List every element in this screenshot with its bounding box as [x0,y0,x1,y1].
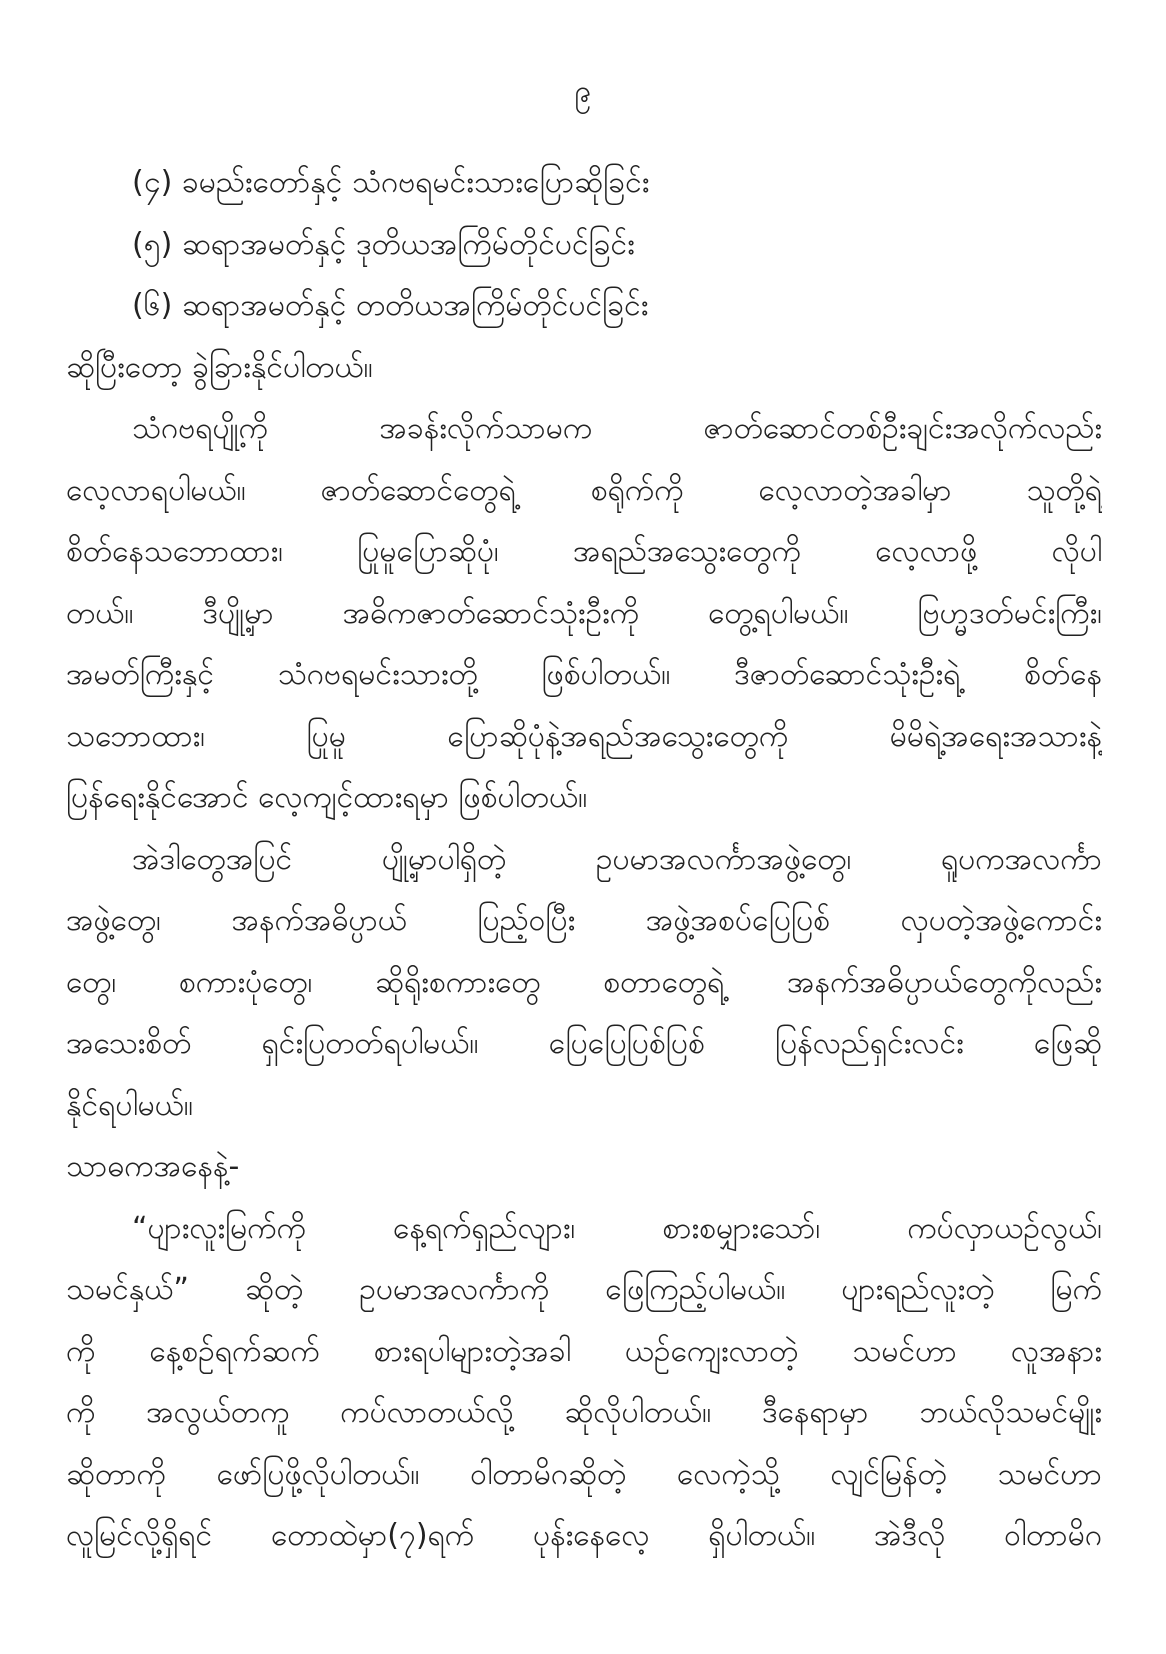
example-label: သာဓကအနေနဲ့- [66,1149,240,1184]
paragraph-1-line: တယ်။ ဒီပျို့မှာ အဓိကဇာတ်ဆောင်သုံးဦးကို တွေ့ရပါမယ်။ ဗြဟ္မဒတ်မင်းကြီး၊ [66,595,1102,631]
paragraph-3-line: “ပျားလူးမြက်ကို နေ့ရက်ရှည်လျား၊ စားစမျှားသော်၊ ကပ်လှာယဉ်လွယ်၊ [132,1210,1102,1246]
paragraph-1-line: သဘောထား၊ ပြုမူ ပြောဆိုပုံနဲ့အရည်အသွေးတွေကို မိမိရဲ့အရေးအသားနဲ့ [66,718,1102,754]
intro-end-line: ဆိုပြီးတော့ ခွဲခြားနိုင်ပါတယ်။ [66,349,373,385]
paragraph-1-line: စိတ်နေသဘောထား၊ ပြုမူပြောဆိုပုံ၊ အရည်အသွေးတွေကို လေ့လာဖို့ လိုပါ [66,534,1102,569]
paragraph-2-line: တွေ၊ စကားပုံတွေ၊ ဆိုရိုးစကားတွေ စတာတွေရဲ့ အနက်အဓိပ္ပာယ်တွေကိုလည်း [66,964,1102,1000]
paragraph-1-line: လေ့လာရပါမယ်။ ဇာတ်ဆောင်တွေရဲ့ စရိုက်ကို လေ့လာတဲ့အခါမှာ သူတို့ရဲ့ [66,472,1102,508]
paragraph-1-line: အမတ်ကြီးနှင့် သံဂဗရမင်းသားတို့ ဖြစ်ပါတယ်။ ဒီဇာတ်ဆောင်သုံးဦးရဲ့ စိတ်နေ [66,657,1102,692]
paragraph-3-line: ဆိုတာကို ဖော်ပြဖို့လိုပါတယ်။ ဝါတာမိဂဆိုတဲ့ လေကဲ့သို့ လျင်မြန်တဲ့ သမင်ဟာ [66,1456,1102,1492]
paragraph-2-line: အဲဒါတွေအပြင် ပျို့မှာပါရှိတဲ့ ဥပမာအလင်္ကာအဖွဲ့တွေ၊ ရူပကအလင်္ကာ [132,841,1102,877]
paragraph-1-line: သံဂဗရပျို့ကို အခန်းလိုက်သာမက ဇာတ်ဆောင်တစ်ဦးချင်းအလိုက်လည်း [132,411,1102,446]
page-number: ၉ [574,74,592,109]
paragraph-2-line: နိုင်ရပါမယ်။ [66,1087,194,1123]
paragraph-2-line: အဖွဲ့တွေ၊ အနက်အဓိပ္ပာယ် ပြည့်ဝပြီး အဖွဲ့အစပ်ပြေပြစ် လှပတဲ့အဖွဲ့ကောင်း [66,903,1102,938]
list-item: (၅) ဆရာအမတ်နှင့် ဒုတိယအကြိမ်တိုင်ပင်ခြင်း [132,226,635,262]
paragraph-3-line: လူမြင်လို့ရှိရင် တောထဲမှာ(၇)ရက် ပုန်းနေလေ့ ရှိပါတယ်။ အဲဒီလို ဝါတာမိဂ [66,1518,1102,1553]
paragraph-1-line: ပြန်ရေးနိုင်အောင် လေ့ကျင့်ထားရမှာ ဖြစ်ပါတယ်။ [66,780,588,815]
paragraph-3-line: ကို အလွယ်တကူ ကပ်လာတယ်လို့ ဆိုလိုပါတယ်။ ဒီနေရာမှာ ဘယ်လိုသမင်မျိုး [66,1395,1102,1430]
paragraph-2-line: အသေးစိတ် ရှင်းပြတတ်ရပါမယ်။ ပြေပြေပြစ်ပြစ် ပြန်လည်ရှင်းလင်း ဖြေဆို [66,1026,1102,1061]
list-item: (၆) ဆရာအမတ်နှင့် တတိယအကြိမ်တိုင်ပင်ခြင်း [132,288,649,323]
paragraph-3-line: ကို နေ့စဉ်ရက်ဆက် စားရပါများတဲ့အခါ ယဉ်ကျေးလာတဲ့ သမင်ဟာ လူအနား [66,1333,1102,1369]
list-item: (၄) ခမည်းတော်နှင့် သံဂဗရမင်းသားပြောဆိုခြင်း [132,165,650,200]
paragraph-3-line: သမင်နှယ်” ဆိုတဲ့ ဥပမာအလင်္ကာကို ဖြေကြည့်ပါမယ်။ ပျားရည်လူးတဲ့ မြက် [66,1272,1102,1307]
body-text [66,152,1102,1567]
